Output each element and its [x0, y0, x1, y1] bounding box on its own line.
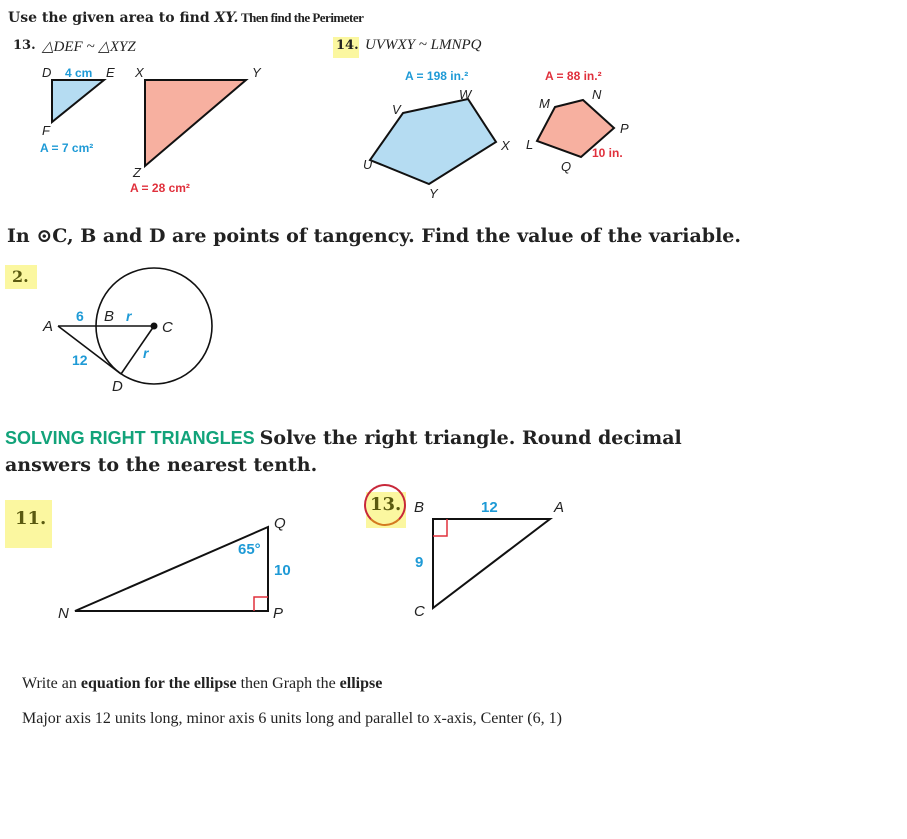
right-triangle-instructions: SOLVING RIGHT TRIANGLES Solve the right triangle. Round decimal [5, 427, 682, 449]
label-y: Y [429, 186, 438, 201]
label-a: A [554, 499, 565, 516]
section-title: SOLVING RIGHT TRIANGLES [5, 428, 255, 448]
side-pq-length: 10 in. [592, 146, 623, 160]
label-l: L [526, 137, 534, 152]
side-ba-length: 12 [481, 499, 498, 516]
tangency-heading: In ⊙C, B and D are points of tangency. Find the value of the variable. [7, 225, 742, 247]
right-angle-p [254, 597, 268, 611]
problem-13-statement: △DEF ~ △XYZ [42, 39, 136, 55]
side-qp-length: 10 [274, 562, 291, 579]
label-x: X [135, 65, 144, 80]
label-x: X [501, 138, 510, 153]
label-n: N [58, 605, 69, 622]
label-v: V [392, 102, 401, 117]
problem-13-right-number: 13. [370, 494, 402, 515]
ellipse-problem: Major axis 12 units long, minor axis 6 units long and parallel to x-axis, Center (6, 1) [22, 710, 562, 727]
instructions-line2: answers to the nearest tenth. [5, 454, 318, 476]
segment-ad [58, 326, 121, 374]
label-p: P [273, 605, 284, 622]
label-z: Z [133, 165, 141, 180]
label-y: Y [252, 65, 261, 80]
problem-14-statement: UVWXY ~ LMNPQ [365, 37, 482, 53]
label-c: C [162, 319, 173, 336]
problem-2-number: 2. [12, 267, 29, 286]
segment-ad-length: 12 [72, 352, 88, 368]
segment-ab-length: 6 [76, 308, 84, 324]
label-e: E [106, 65, 115, 80]
triangle-xyz [145, 80, 246, 166]
area-uvwxy: A = 198 in.² [405, 69, 469, 83]
pentagon-uvwxy [370, 99, 496, 184]
center-point [151, 323, 158, 330]
right-angle-b [433, 519, 447, 536]
triangle-npq [75, 527, 268, 611]
label-b: B [104, 308, 115, 325]
label-q: Q [274, 515, 286, 532]
label-n: N [592, 87, 602, 102]
header-instruction: Use the given area to find XY. Then find the Perimeter [8, 10, 364, 26]
side-de-length: 4 cm [65, 66, 93, 80]
label-p: P [620, 121, 629, 136]
label-m: M [539, 96, 550, 111]
area-lmnpq: A = 88 in.² [545, 69, 602, 83]
triangle-abc [433, 519, 550, 608]
segment-cd [121, 326, 154, 374]
problem-11-number: 11. [15, 508, 47, 529]
label-f: F [42, 123, 50, 138]
label-d: D [42, 65, 52, 80]
label-q: Q [561, 159, 572, 174]
ellipse-instruction: Write an equation for the ellipse then Graph the ellipse [22, 675, 383, 692]
label-w: W [459, 87, 472, 102]
label-u: U [363, 157, 373, 172]
label-d: D [112, 378, 123, 395]
angle-q: 65° [238, 541, 261, 558]
area-xyz: A = 28 cm² [130, 181, 190, 195]
radius-label-d: r [143, 345, 149, 361]
side-bc-length: 9 [415, 554, 424, 571]
triangle-def [52, 80, 104, 122]
radius-label-b: r [126, 308, 132, 324]
label-b: B [414, 499, 425, 516]
label-c: C [414, 603, 425, 620]
label-a: A [43, 318, 54, 335]
problem-13-number: 13. [13, 38, 36, 53]
problem-14-number: 14. [336, 38, 359, 53]
area-def: A = 7 cm² [40, 141, 94, 155]
